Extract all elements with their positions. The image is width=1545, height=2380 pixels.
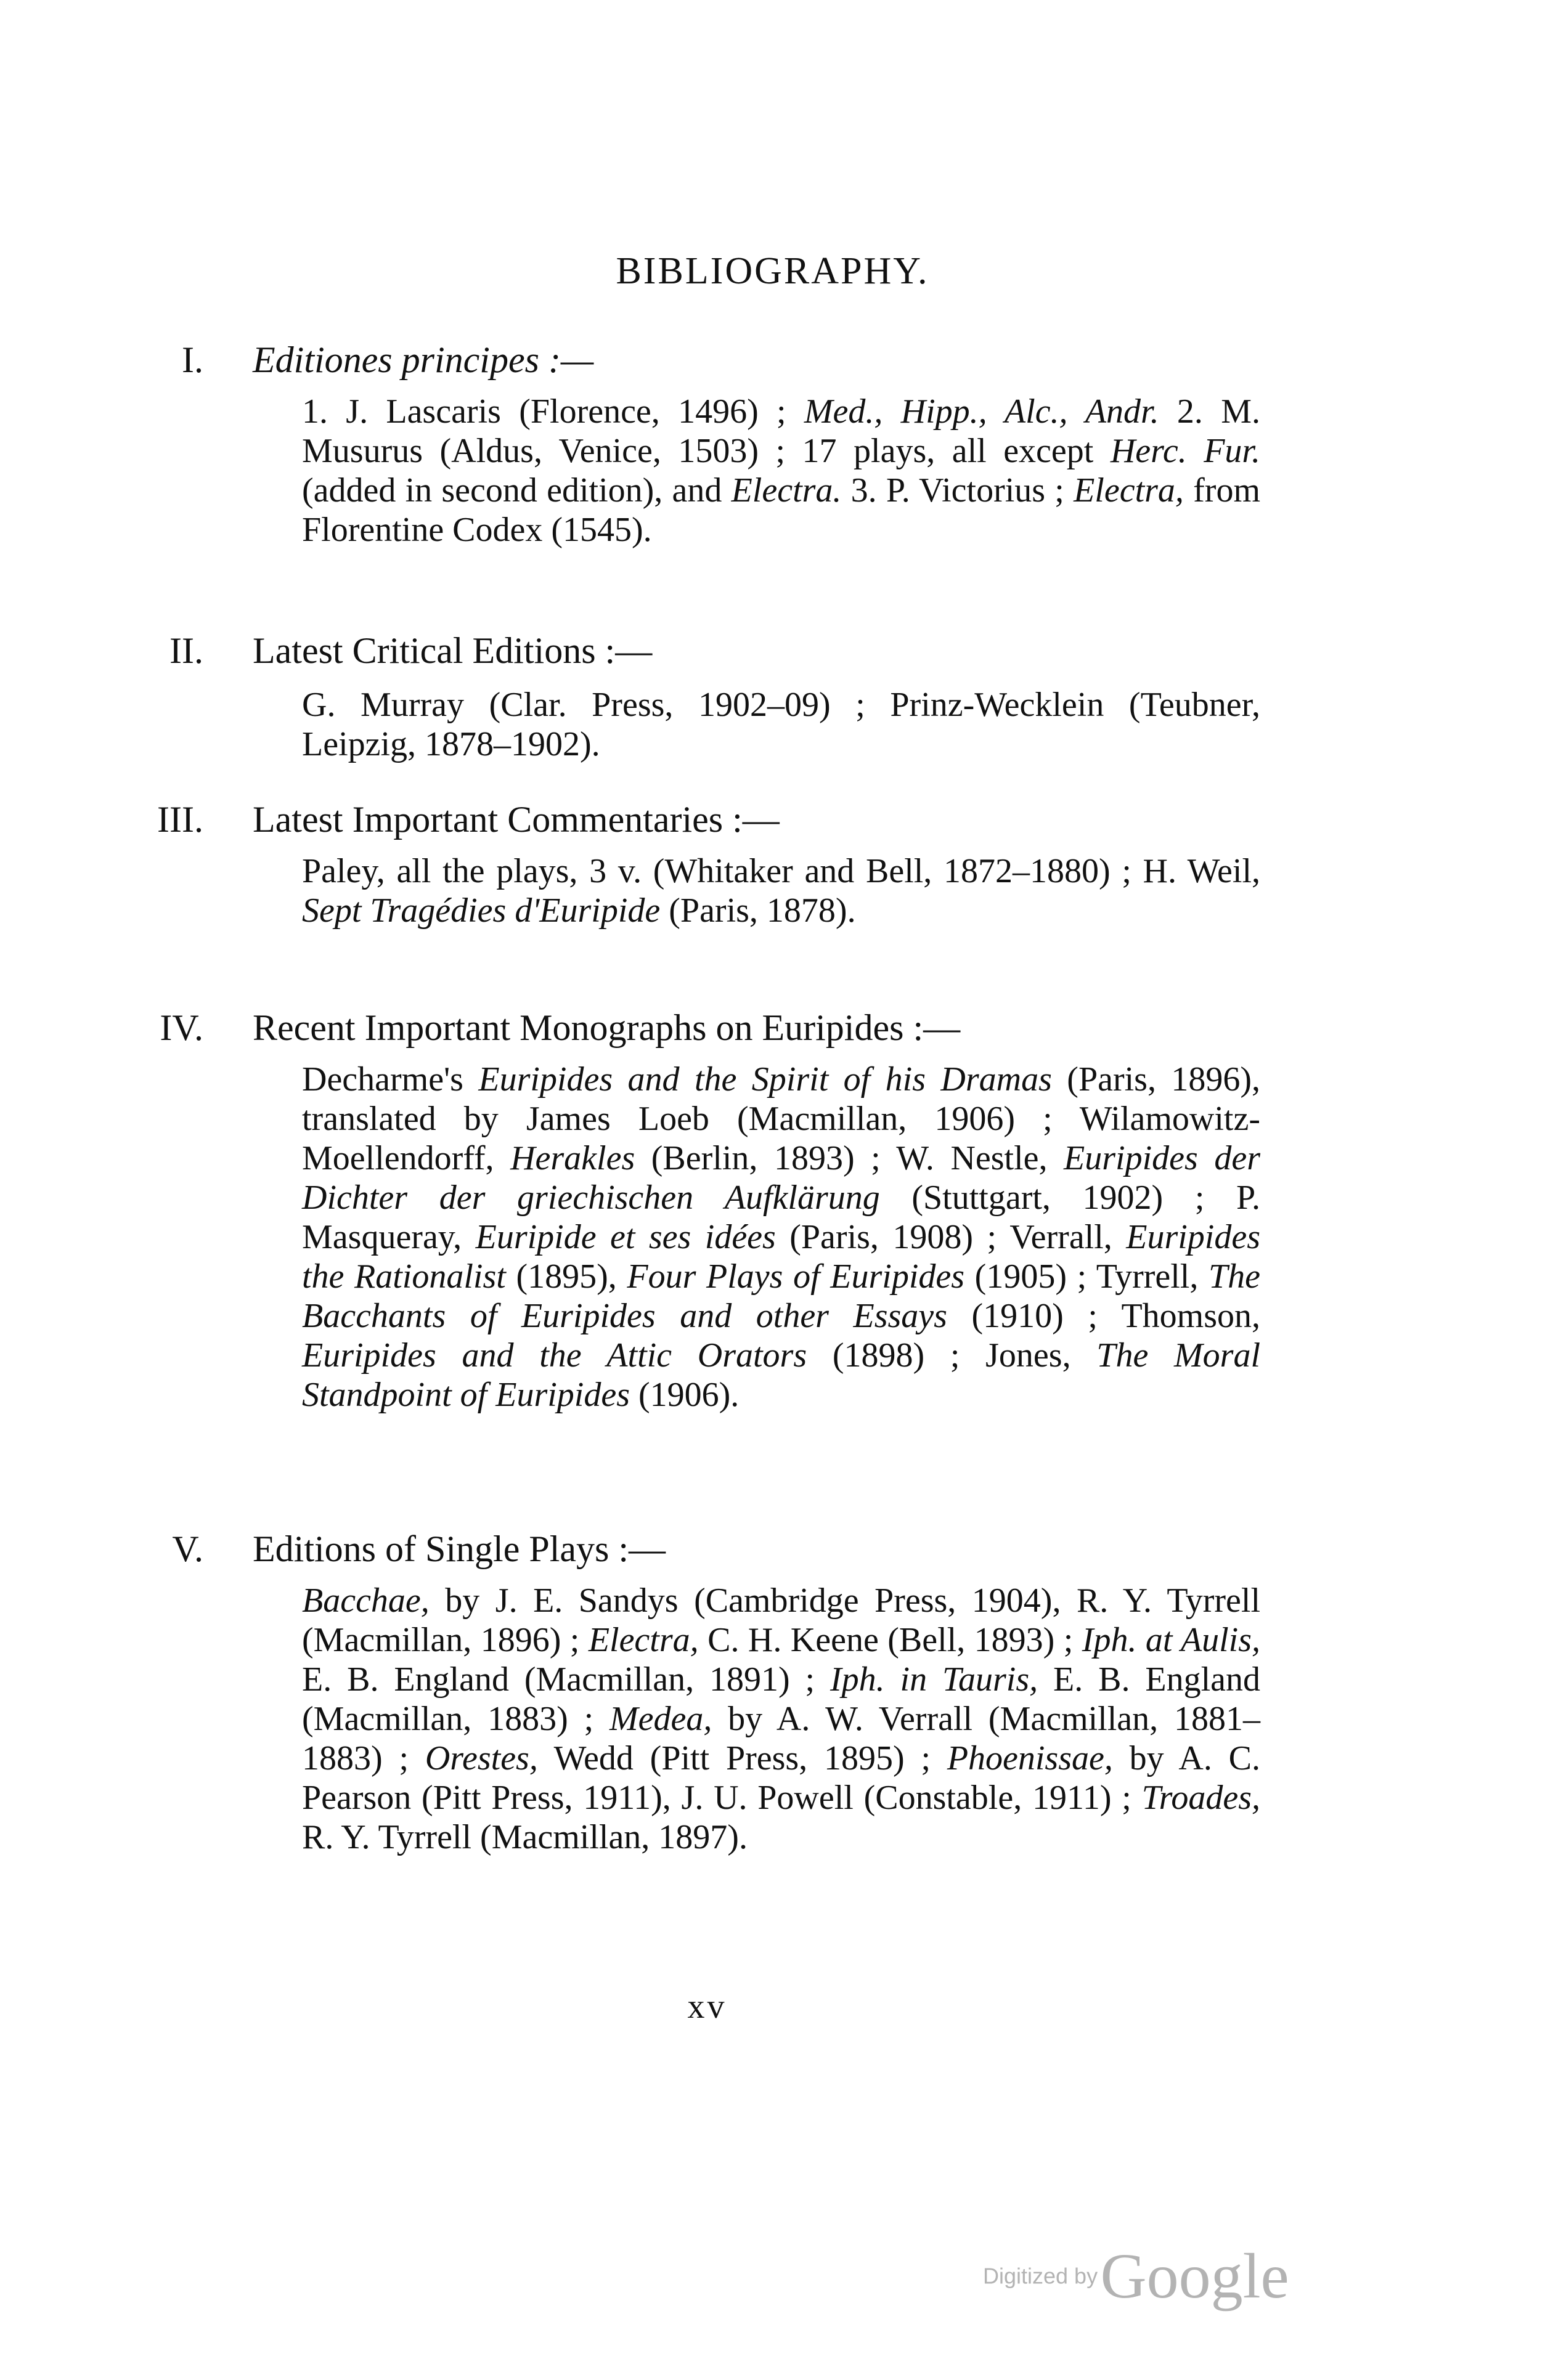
italic-title: Euripides and the Attic Orators (302, 1336, 807, 1375)
page-title: BIBLIOGRAPHY. (616, 250, 929, 292)
text-run: (1906). (630, 1376, 740, 1414)
italic-title: Iph. in Tauris, (830, 1660, 1038, 1699)
italic-title: Euripides der Dichter der griechischen Aufklärung (302, 1139, 1260, 1217)
italic-title: Orestes, (425, 1739, 538, 1777)
italic-title: Med., Hipp., Alc., Andr. (804, 392, 1159, 431)
section-heading: Recent Important Monographs on Euripides :— (253, 1007, 961, 1048)
text-run: 1. J. Lascaris (Florence, 1496) ; (302, 392, 804, 431)
text-run: from Florentine Codex (1545). (302, 471, 1261, 549)
italic-title: Phoenissae, (947, 1739, 1113, 1777)
italic-title: Euripide et ses idées (475, 1218, 776, 1256)
italic-title: Herakles (510, 1139, 635, 1177)
text-run: 3. P. Victorius ; (841, 471, 1074, 510)
section-heading: Latest Critical Editions :— (253, 630, 653, 671)
section-numeral: I. (182, 339, 203, 380)
text-run: (Stuttgart, 1902) ; P. Masqueray, (302, 1179, 1260, 1256)
text-run: Decharme's (302, 1060, 479, 1099)
digitized-label: Digitized by (983, 2263, 1098, 2289)
section-heading: Editions of Single Plays :— (253, 1529, 666, 1569)
italic-title: The Bacchants of Euripides and other Essays (302, 1257, 1260, 1335)
section-body (302, 685, 1260, 764)
text-run: by J. E. Sandys (Cambridge Press, 1904), R. Y. Tyrrell (Macmillan, 1896) ; (302, 1582, 1260, 1659)
text-run: by A. C. Pearson (Pitt Press, 1911), J. U. Powell (Constable, 1911) ; (302, 1739, 1260, 1817)
text-run: Paley, all the plays, 3 v. (Whitaker and Bell, 1872–1880) ; H. Weil, (302, 852, 1260, 890)
section-numeral: V. (172, 1529, 203, 1569)
section-heading: Editiones principes :— (253, 339, 594, 380)
text-run: (1898) ; Jones, (807, 1336, 1097, 1375)
text-run: G. Murray (Clar. Press, 1902–09) ; Prinz-Wecklein (Teubner, Leipzig, 1878–1902). (302, 686, 1260, 763)
text-run: C. H. Keene (Bell, 1893) ; (698, 1621, 1082, 1659)
italic-title: Herc. Fur. (1110, 432, 1260, 470)
text-run: (Paris, 1908) ; Verrall, (775, 1218, 1127, 1256)
text-run: 2. M. Musurus (Aldus, Venice, 1503) ; 17 plays, all except (302, 392, 1260, 470)
italic-title: Electra, (1074, 471, 1184, 510)
italic-title: Four Plays of Euripides (627, 1257, 965, 1296)
text-run: E. B. England (Macmillan, 1883) ; (302, 1660, 1260, 1738)
italic-title: Troades, (1141, 1779, 1260, 1817)
section-body (302, 1060, 1260, 1415)
section-body (302, 392, 1260, 550)
text-run: R. Y. Tyrrell (Macmillan, 1897). (302, 1818, 748, 1856)
section-heading: Latest Important Commentaries :— (253, 799, 780, 840)
italic-title: Euripides the Rationalist (302, 1218, 1261, 1296)
section-numeral: II. (169, 630, 203, 671)
italic-title: Euripides and the Spirit of his Dramas (478, 1060, 1052, 1099)
google-logo: Google (1100, 2241, 1289, 2312)
text-run: (Paris, 1878). (660, 891, 856, 930)
italic-title: Bacchae, (302, 1582, 430, 1620)
italic-title: The Moral Standpoint of Euripides (302, 1336, 1261, 1414)
italic-title: Medea, (609, 1700, 712, 1738)
text-run: by A. W. Verrall (Macmillan, 1881–1883) ; (302, 1700, 1260, 1777)
italic-title: Sept Tragédies d'Euripide (302, 891, 661, 930)
italic-title: Electra. (731, 471, 842, 510)
text-run: (Berlin, 1893) ; W. Nestle, (635, 1139, 1064, 1177)
section-body (302, 851, 1260, 930)
text-run: (added in second edition), and (302, 471, 732, 510)
text-run: (1895), (505, 1257, 627, 1296)
italic-title: Iph. at Aulis, (1082, 1621, 1261, 1659)
italic-title: Electra, (588, 1621, 699, 1659)
section-numeral: IV. (160, 1007, 203, 1048)
page-number: xv (687, 1988, 727, 2026)
text-run: E. B. England (Macmillan, 1891) ; (302, 1660, 830, 1699)
text-run: (Paris, 1896), translated by James Loeb (Macmillan, 1906) ; Wilamowitz-Moellendorff, (302, 1060, 1261, 1177)
section-numeral: III. (157, 799, 203, 840)
text-run: Wedd (Pitt Press, 1895) ; (537, 1739, 947, 1777)
text-run: (1910) ; Thomson, (947, 1297, 1260, 1335)
text-run: (1905) ; Tyrrell, (964, 1257, 1209, 1296)
section-body (302, 1581, 1260, 1857)
digitized-watermark (983, 2240, 1289, 2313)
